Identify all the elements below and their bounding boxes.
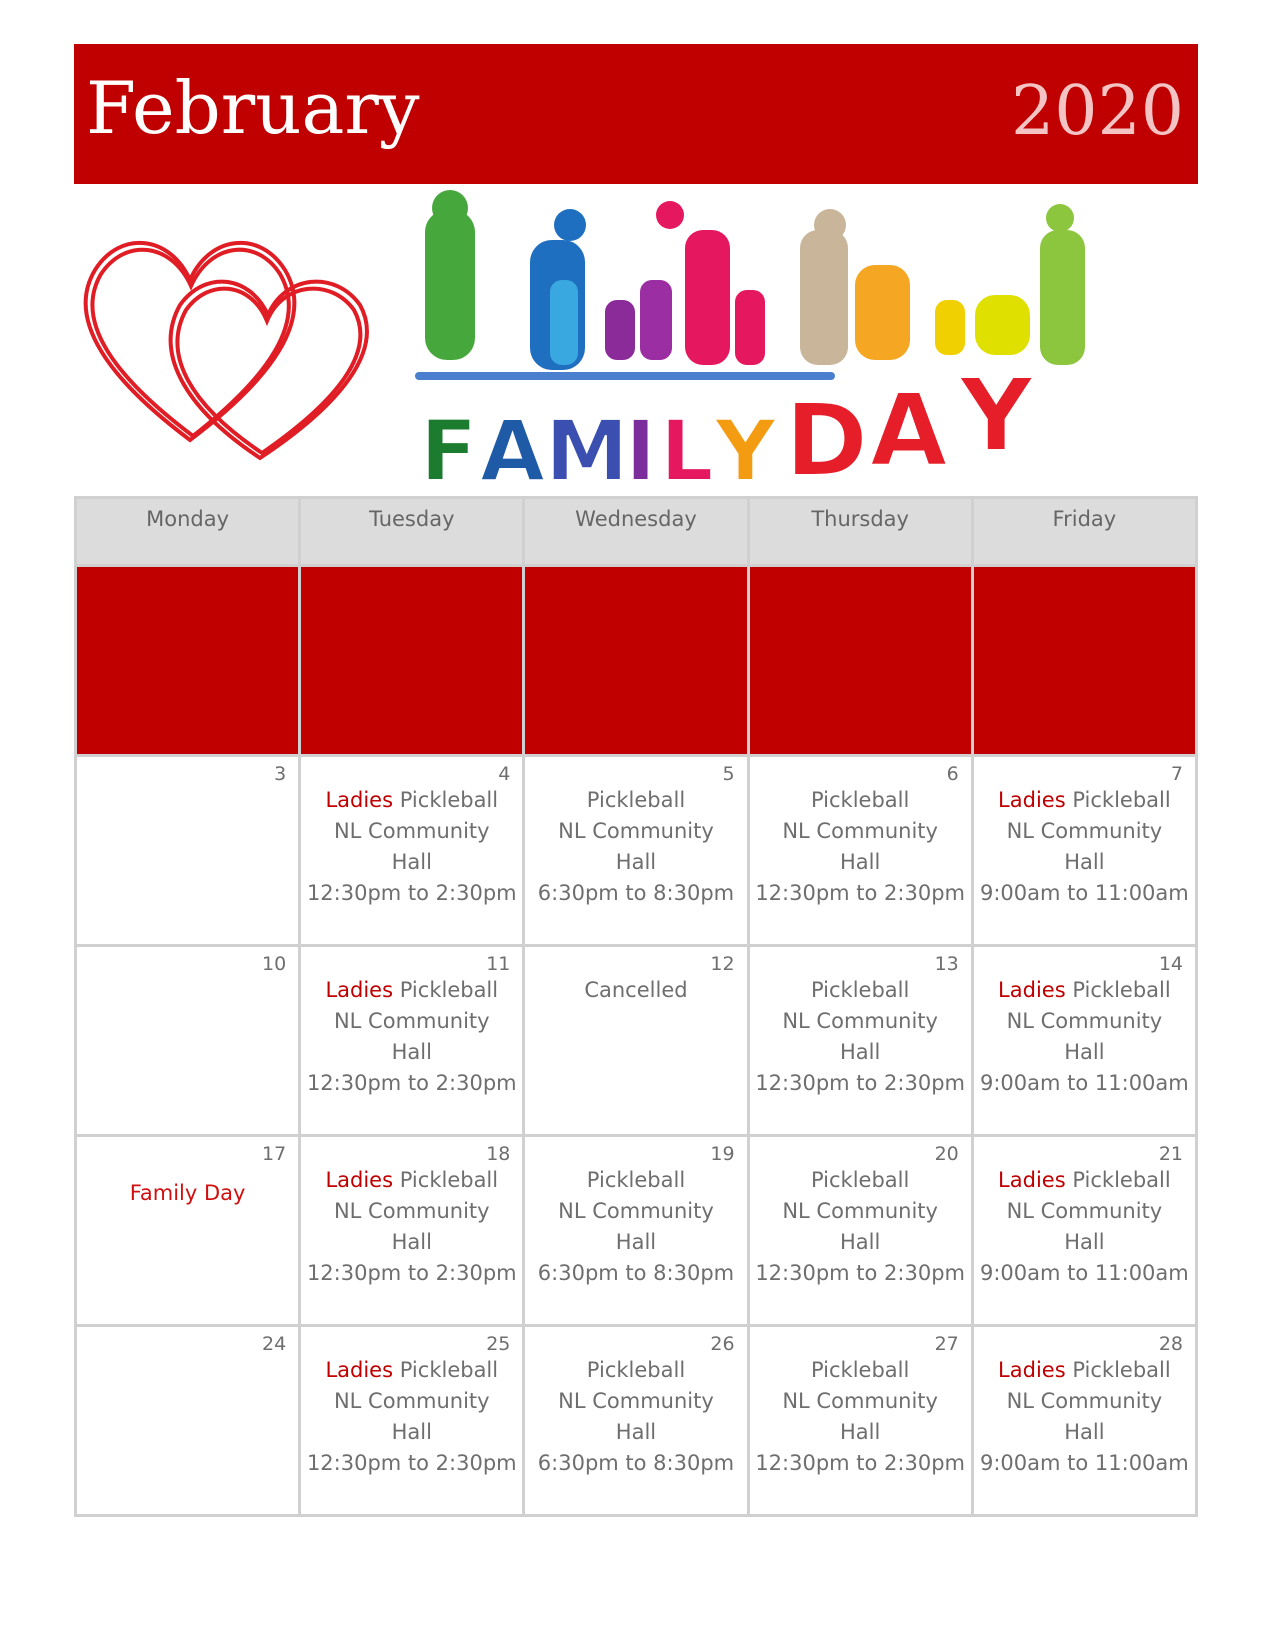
day-cell [76, 756, 300, 946]
event-text: Hall [391, 1230, 432, 1254]
event-line [974, 816, 1195, 847]
event-text: 12:30pm to 2:30pm [306, 1071, 517, 1095]
event-line [974, 1165, 1195, 1196]
event-text: Pickleball [1072, 1168, 1171, 1192]
day-number: 25 [486, 1333, 511, 1355]
event-line [974, 975, 1195, 1006]
event-text: NL Community [782, 1389, 938, 1413]
day-number: 17 [262, 1143, 287, 1165]
week-row [76, 756, 1197, 946]
event-line [974, 1355, 1195, 1386]
day-number: 26 [710, 1333, 735, 1355]
day-cell [748, 1136, 972, 1326]
day-cell [76, 946, 300, 1136]
day-number: 18 [486, 1143, 511, 1165]
day-cell [524, 1136, 748, 1326]
event-prefix: Ladies [998, 978, 1066, 1002]
event-text: 9:00am to 11:00am [979, 1451, 1189, 1475]
event-line [750, 1006, 971, 1037]
svg-text:M: M [545, 402, 629, 482]
event-prefix: Ladies [998, 1168, 1066, 1192]
day-number: 21 [1158, 1143, 1183, 1165]
event-text: Pickleball [399, 788, 499, 812]
event-text: 12:30pm to 2:30pm [755, 1451, 965, 1475]
day-cell [76, 1136, 300, 1326]
day-cell [300, 1136, 524, 1326]
event-line [750, 975, 971, 1006]
event-text: Pickleball [399, 1358, 499, 1382]
event-text: 12:30pm to 2:30pm [755, 1071, 965, 1095]
event-text: NL Community [333, 1009, 490, 1033]
event-text: 6:30pm to 8:30pm [537, 881, 735, 905]
week-row [76, 946, 1197, 1136]
event-text: NL Community [333, 819, 490, 843]
weekday-monday: Monday [76, 498, 300, 566]
day-number: 10 [262, 953, 287, 975]
event-line [750, 1165, 971, 1196]
event-line [750, 816, 971, 847]
event-text: Hall [615, 1420, 657, 1444]
event-text: Pickleball [810, 1358, 910, 1382]
day-cell [300, 756, 524, 946]
event-line [750, 1196, 971, 1227]
event-line [525, 878, 746, 909]
event-line [301, 1068, 522, 1099]
day-cell [524, 1326, 748, 1516]
event-text: 9:00am to 11:00am [979, 881, 1189, 905]
event-text: NL Community [1006, 1009, 1163, 1033]
event-prefix: Ladies [325, 978, 394, 1002]
event-line [525, 1258, 746, 1289]
day-cell [76, 1326, 300, 1516]
day-cell [300, 946, 524, 1136]
day-cell [972, 946, 1196, 1136]
event-line [525, 1355, 746, 1386]
event-text: NL Community [782, 1199, 938, 1223]
event-line [301, 1258, 522, 1289]
day-number: 19 [710, 1143, 735, 1165]
svg-text:L: L [660, 402, 714, 482]
event-text: Pickleball [810, 978, 910, 1002]
event-text: Hall [391, 850, 432, 874]
event-text: 12:30pm to 2:30pm [306, 881, 517, 905]
day-number: 27 [934, 1333, 959, 1355]
event-line [525, 1227, 746, 1258]
day-cell [972, 1136, 1196, 1326]
day-cell [748, 946, 972, 1136]
week-row [76, 1136, 1197, 1326]
event-prefix: Ladies [998, 788, 1066, 812]
day-number: 13 [934, 953, 959, 975]
event-line [974, 1258, 1195, 1289]
event-line [974, 1196, 1195, 1227]
day-number: 28 [1158, 1333, 1183, 1355]
svg-text:Y: Y [715, 402, 776, 482]
event-text: 12:30pm to 2:30pm [306, 1261, 517, 1285]
blank-day-cell [300, 566, 524, 756]
event-line [974, 1068, 1195, 1099]
day-cell [972, 1326, 1196, 1516]
event-line [974, 847, 1195, 878]
event-line [750, 878, 971, 909]
event-text: Pickleball [1072, 1358, 1171, 1382]
blank-day-cell [524, 566, 748, 756]
family-silhouettes-icon [415, 190, 1085, 380]
event-text: Pickleball [586, 1168, 686, 1192]
event-line [750, 1068, 971, 1099]
svg-text:F: F [420, 402, 478, 482]
svg-text:A: A [480, 402, 546, 482]
blank-day-cell [76, 566, 300, 756]
day-cell [524, 946, 748, 1136]
event-line [750, 1448, 971, 1479]
event-text: Pickleball [1072, 978, 1171, 1002]
event-line [750, 1258, 971, 1289]
event-text: Pickleball [810, 788, 910, 812]
event-text: NL Community [333, 1199, 490, 1223]
day-cell [300, 1326, 524, 1516]
event-text: Hall [839, 1040, 881, 1064]
weekday-thursday: Thursday [748, 498, 972, 566]
event-line [974, 878, 1195, 909]
event-prefix: Ladies [998, 1358, 1066, 1382]
blank-day-cell [748, 566, 972, 756]
event-text: Hall [391, 1040, 432, 1064]
event-text: Hall [1064, 1230, 1105, 1254]
event-line [301, 1417, 522, 1448]
event-text: NL Community [558, 1199, 714, 1223]
weekday-tuesday: Tuesday [300, 498, 524, 566]
event-line [301, 1006, 522, 1037]
event-line [750, 785, 971, 816]
event-text: Hall [391, 1420, 432, 1444]
day-cell [524, 756, 748, 946]
banner-illustration [70, 190, 1200, 482]
event-text: Hall [839, 850, 881, 874]
event-line [525, 785, 746, 816]
day-number: 4 [498, 763, 511, 785]
year-title: 2020 [1010, 72, 1184, 151]
event-prefix: Ladies [325, 1168, 394, 1192]
day-number: 3 [274, 763, 287, 785]
svg-text:D: D [785, 382, 869, 482]
event-line [301, 1386, 522, 1417]
event-text: NL Community [782, 819, 938, 843]
event-line [525, 816, 746, 847]
event-line [525, 1196, 746, 1227]
week-row [76, 1326, 1197, 1516]
event-text: 6:30pm to 8:30pm [537, 1261, 735, 1285]
event-line [301, 816, 522, 847]
event-line [525, 1448, 746, 1479]
event-line [525, 1417, 746, 1448]
event-line [301, 1196, 522, 1227]
svg-text:Y: Y [960, 357, 1033, 474]
event-line [974, 1006, 1195, 1037]
event-text: Pickleball [399, 1168, 499, 1192]
day-number: 11 [486, 953, 511, 975]
event-text: Cancelled [584, 978, 688, 1002]
event-text: 6:30pm to 8:30pm [537, 1451, 735, 1475]
event-line [301, 847, 522, 878]
event-line [750, 1037, 971, 1068]
event-text: NL Community [1006, 1389, 1163, 1413]
blank-week-row [76, 566, 1197, 756]
day-number: 12 [710, 953, 735, 975]
calendar-grid [74, 496, 1198, 1517]
event-text: NL Community [333, 1389, 490, 1413]
event-line [525, 975, 746, 1006]
event-line [750, 1355, 971, 1386]
event-line [974, 1227, 1195, 1258]
event-text: Hall [615, 1230, 657, 1254]
event-line [974, 1386, 1195, 1417]
event-line [301, 1227, 522, 1258]
event-line [301, 785, 522, 816]
event-line [525, 847, 746, 878]
event-text: Hall [839, 1230, 881, 1254]
event-text: Pickleball [399, 978, 499, 1002]
event-line [974, 1037, 1195, 1068]
event-line [301, 1165, 522, 1196]
event-line [974, 1417, 1195, 1448]
event-text: 12:30pm to 2:30pm [755, 881, 965, 905]
day-number: 5 [722, 763, 735, 785]
event-text: Pickleball [1072, 788, 1171, 812]
event-line [301, 1448, 522, 1479]
holiday-label: Family Day [129, 1181, 246, 1205]
event-text: NL Community [782, 1009, 938, 1033]
day-cell [972, 756, 1196, 946]
event-line [525, 1386, 746, 1417]
event-line [301, 878, 522, 909]
event-prefix: Ladies [325, 788, 394, 812]
event-text: 9:00am to 11:00am [979, 1261, 1189, 1285]
event-line [974, 785, 1195, 816]
event-text: Pickleball [586, 1358, 686, 1382]
family-day-banner [70, 190, 1200, 482]
day-cell [748, 756, 972, 946]
event-text: Pickleball [586, 788, 686, 812]
event-text: Hall [1064, 1040, 1105, 1064]
month-title: February [86, 66, 420, 150]
blank-day-cell [972, 566, 1196, 756]
day-number: 24 [262, 1333, 287, 1355]
event-line [301, 1037, 522, 1068]
weekday-header-row [76, 498, 1197, 566]
event-text: Hall [1064, 850, 1105, 874]
day-number: 6 [946, 763, 959, 785]
weekday-friday: Friday [972, 498, 1196, 566]
event-line [750, 1386, 971, 1417]
svg-text:I: I [625, 402, 657, 482]
event-text: Hall [1064, 1420, 1105, 1444]
day-number: 7 [1170, 763, 1183, 785]
event-prefix: Ladies [325, 1358, 394, 1382]
day-number: 20 [934, 1143, 959, 1165]
event-text: NL Community [558, 819, 714, 843]
event-text: 12:30pm to 2:30pm [306, 1451, 517, 1475]
event-text: NL Community [1006, 1199, 1163, 1223]
day-cell [748, 1326, 972, 1516]
weekday-wednesday: Wednesday [524, 498, 748, 566]
event-text: NL Community [558, 1389, 714, 1413]
month-header [74, 44, 1198, 184]
event-text: Pickleball [810, 1168, 910, 1192]
event-line [974, 1448, 1195, 1479]
event-line [301, 1355, 522, 1386]
event-text: NL Community [1006, 819, 1163, 843]
event-text: 12:30pm to 2:30pm [755, 1261, 965, 1285]
hearts-icon [86, 243, 367, 458]
event-line [750, 1227, 971, 1258]
event-text: 9:00am to 11:00am [979, 1071, 1189, 1095]
event-text: Hall [615, 850, 657, 874]
event-line [750, 847, 971, 878]
event-line [301, 975, 522, 1006]
day-number: 14 [1158, 953, 1183, 975]
event-line [750, 1417, 971, 1448]
svg-text:A: A [870, 372, 948, 482]
event-line [525, 1165, 746, 1196]
event-text: Hall [839, 1420, 881, 1444]
